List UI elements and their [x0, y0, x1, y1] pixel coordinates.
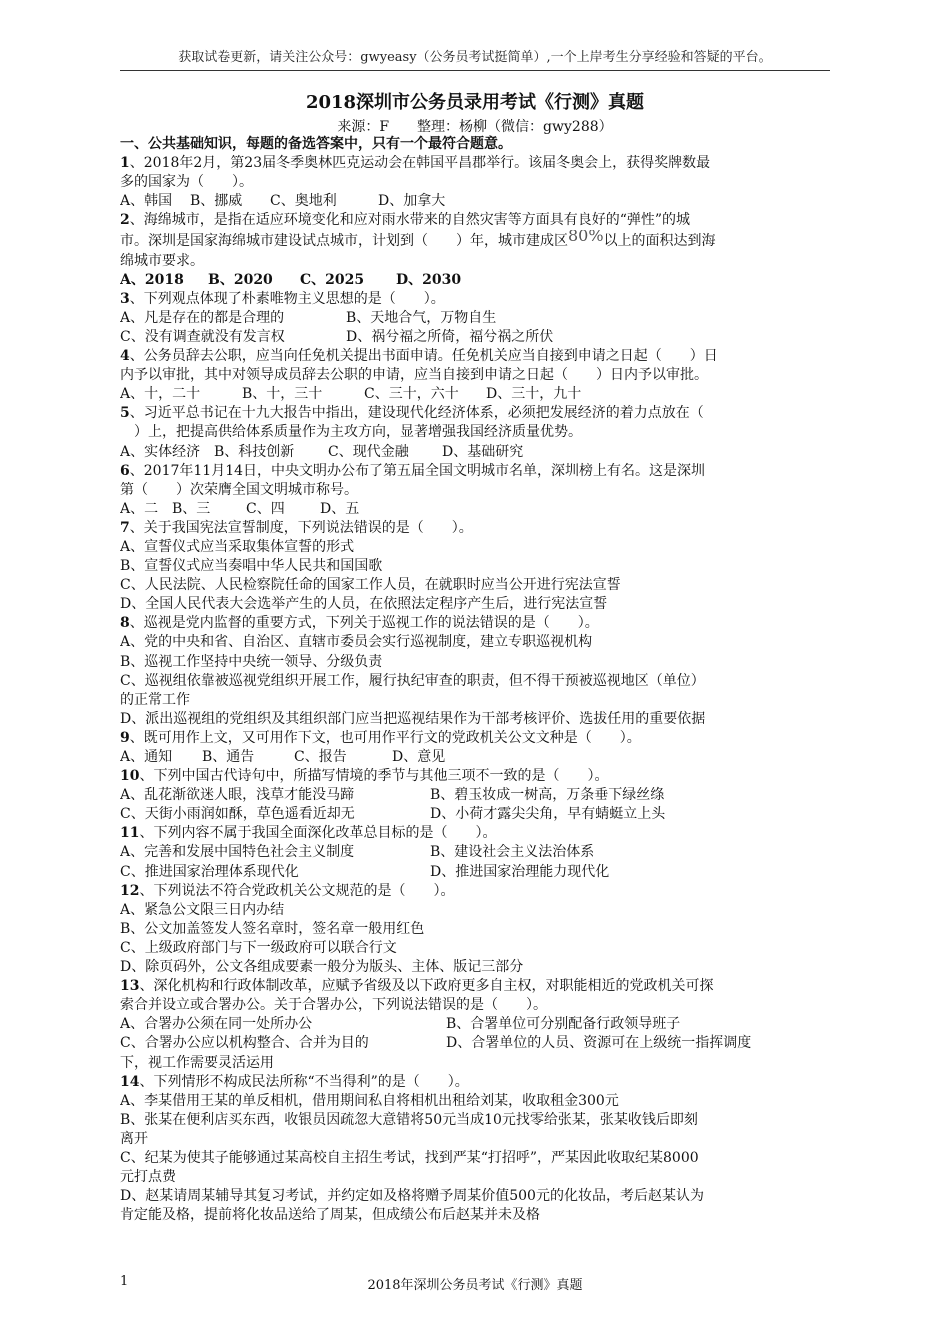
options-row: [120, 309, 828, 328]
option-b: B、公文加盖签发人签名章时，签名章一般用红色: [120, 920, 425, 937]
option-c: C、巡视组依靠被巡视党组织开展工作，履行执纪审查的职责，但不得干预被巡视地区（单位）: [120, 672, 705, 689]
question-text-cont: 多的国家为（ ）。: [120, 174, 253, 191]
option-d: D、除页码外，公文各组成要素一般分为版头、主体、版记三部分: [120, 959, 524, 976]
option-d-cont: 肯定能及格，提前将化妆品送给了周某，但成绩公布后赵某并未及格: [120, 1207, 540, 1224]
option-c: C、人民法院、人民检察院任命的国家工作人员，在就职时应当公开进行宪法宣誓: [120, 577, 621, 594]
option-b: B、十，三十: [242, 386, 323, 403]
option-d: D、合署单位的人员、资源可在上级统一指挥调度: [446, 1035, 752, 1052]
options-row: [120, 385, 828, 404]
question-number: 13: [120, 978, 140, 995]
option-c: C、上级政府部门与下一级政府可以联合行文: [120, 939, 397, 956]
option-a: A、完善和发展中国特色社会主义制度: [120, 844, 355, 861]
option-c: C、推进国家治理体系现代化: [120, 863, 299, 880]
options-row: [120, 1015, 828, 1034]
option-a: A、通知: [120, 749, 173, 765]
option-a: A、凡是存在的都是合理的: [120, 309, 285, 326]
header-divider: [120, 70, 830, 71]
question-text: 、下列中国古代诗句中，所描写情境的季节与其他三项不一致的是（ ）。: [139, 768, 609, 785]
options-row: [120, 328, 828, 347]
options-row: [120, 192, 828, 211]
option-b: B、三: [172, 500, 211, 517]
header-notice: 获取试卷更新，请关注公众号：gwyeasy（公务员考试挺简单）,一个上岸考生分享经验和答疑的平台。: [178, 50, 772, 65]
question-text: 、海绵城市，是指在适应环境变化和应对雨水带来的自然灾害等方面具有良好的“弹性”的城: [129, 212, 691, 229]
options-row: [120, 805, 828, 824]
option-d-cont: 下，视工作需要灵活运用: [120, 1054, 274, 1071]
options-row: [120, 843, 828, 862]
question-text: 、下列情形不构成民法所称“不当得利”的是（ ）。: [139, 1073, 469, 1090]
options-row: [120, 786, 828, 805]
question-list: [120, 135, 828, 1225]
question-number: 5: [120, 405, 130, 422]
options-row: [120, 1034, 828, 1053]
question-text-cont: ）上，把提高供给体系质量作为主攻方向，显著增强我国经济质量优势。: [120, 424, 582, 441]
page-title: 2018深圳市公务员录用考试《行测》真题: [305, 92, 645, 113]
question-number: 9: [120, 729, 130, 746]
option-d: D、意见: [392, 749, 446, 765]
option-c: C、三十，六十: [364, 386, 459, 403]
question-number: 3: [120, 290, 130, 307]
option-b: B、巡视工作坚持中央统一领导、分级负责: [120, 653, 383, 670]
option-b: B、建设社会主义法治体系: [430, 844, 595, 861]
option-d: D、2030: [396, 271, 462, 288]
question-12: [120, 882, 828, 901]
question-2: [120, 211, 828, 230]
option-c: C、没有调查就没有发言权: [120, 328, 285, 345]
question-text-cont: 索合并设立或合署办公。关于合署办公，下列说法错误的是（ ）。: [120, 997, 547, 1014]
option-d: D、小荷才露尖尖角，早有蜻蜓立上头: [430, 806, 666, 823]
option-b: B、碧玉妆成一树高，万条垂下绿丝绦: [430, 787, 665, 804]
option-c: C、纪某为使其子能够通过某高校自主招生考试，找到严某“打招呼”，严某因此收取纪某8000: [120, 1149, 699, 1166]
option-a: A、韩国: [120, 193, 173, 210]
option-a: A、实体经济: [120, 443, 201, 460]
option-a: A、合署办公须在同一处所办公: [120, 1016, 313, 1033]
question-text: 、习近平总书记在十九大报告中指出，建设现代化经济体系，必须把发展经济的着力点放在（: [129, 405, 704, 422]
percent-figure: 80%: [568, 230, 604, 246]
question-number: 7: [120, 519, 130, 536]
option-c: C、天街小雨润如酥，草色遥看近却无: [120, 806, 355, 823]
question-text: 、下列内容不属于我国全面深化改革总目标的是（ ）。: [139, 825, 497, 842]
option-a: A、李某借用王某的单反相机，借用期间私自将相机出租给刘某，收取租金300元: [120, 1092, 619, 1109]
option-d: D、基础研究: [442, 443, 524, 460]
option-a: A、二: [120, 500, 159, 517]
option-b: B、挪威: [190, 193, 243, 210]
option-c: C、四: [246, 500, 285, 517]
option-a: A、2018: [120, 271, 184, 288]
option-a: A、党的中央和省、自治区、直辖市委员会实行巡视制度，建立专职巡视机构: [120, 634, 593, 651]
question-text: 、下列观点体现了朴素唯物主义思想的是（ ）。: [129, 290, 445, 307]
question-number: 1: [120, 155, 130, 172]
question-number: 10: [120, 768, 140, 785]
question-text: 、关于我国宪法宣誓制度，下列说法错误的是（ ）。: [129, 519, 473, 536]
question-8: [120, 614, 828, 633]
option-b: B、科技创新: [214, 443, 295, 460]
option-c-cont: 的正常工作: [120, 691, 190, 708]
section-heading: 一、公共基础知识，每题的备选答案中，只有一个最符合题意。: [120, 136, 512, 152]
option-d: D、三十，九十: [486, 386, 582, 403]
question-10: [120, 767, 828, 786]
question-13: [120, 977, 828, 996]
footer-title: 2018年深圳公务员考试《行测》真题: [367, 1278, 583, 1293]
question-5: [120, 404, 828, 423]
options-row: [120, 500, 828, 519]
option-c: C、奥地利: [270, 193, 337, 210]
option-d: D、五: [320, 500, 360, 517]
option-d: D、派出巡视组的党组织及其组织部门应当把巡视结果作为干部考核评价、选拔任用的重要依据: [120, 710, 706, 727]
source-line: 来源：F 整理：杨柳（微信：gwy288）: [337, 119, 613, 135]
question-text: 、2018年2月，第23届冬季奥林匹克运动会在韩国平昌郡举行。该届冬奥会上，获得奖牌数最: [129, 155, 711, 172]
question-number: 4: [120, 348, 130, 365]
option-c: C、报告: [294, 749, 347, 765]
option-d: D、赵某请周某辅导其复习考试，并约定如及格将赠予周某价值500元的化妆品，考后赵某认为: [120, 1188, 704, 1205]
option-b-cont: 离开: [120, 1130, 148, 1147]
question-14: [120, 1073, 828, 1092]
option-c-cont: 元打点费: [120, 1169, 176, 1186]
option-b: B、天地合气，万物自生: [346, 309, 497, 326]
question-text-part: 以上的面积达到海: [603, 233, 716, 250]
options-row: [120, 443, 828, 462]
question-text: 、公务员辞去公职，应当向任免机关提出书面申请。任免机关应当自接到申请之日起（ ）日: [129, 348, 718, 365]
option-a: A、乱花渐欲迷人眼，浅草才能没马蹄: [120, 787, 355, 804]
question-text: 、巡视是党内监督的重要方式，下列关于巡视工作的说法错误的是（ ）。: [129, 615, 599, 632]
option-b: B、合署单位可分别配备行政领导班子: [446, 1016, 681, 1033]
question-text-cont: 内予以审批，其中对领导成员辞去公职的申请，应当自接到申请之日起（ ）日内予以审批。: [120, 367, 708, 384]
option-c: C、合署办公应以机构整合、合并为目的: [120, 1035, 369, 1052]
question-4: [120, 347, 828, 366]
option-a: A、十，二十: [120, 386, 201, 403]
question-text-part: 市。深圳是国家海绵城市建设试点城市，计划到（ ）年，城市建成区: [120, 233, 568, 250]
question-text-cont: 第（ ）次荣膺全国文明城市称号。: [120, 481, 358, 498]
option-b: B、通告: [202, 749, 255, 765]
option-b: B、2020: [208, 271, 273, 288]
question-7: [120, 519, 828, 538]
question-text: 、下列说法不符合党政机关公文规范的是（ ）。: [139, 882, 455, 899]
question-number: 8: [120, 615, 130, 632]
question-number: 2: [120, 212, 130, 229]
option-c: C、现代金融: [328, 443, 409, 460]
question-text-cont: 绵城市要求。: [120, 252, 204, 269]
question-1: [120, 154, 828, 173]
question-number: 14: [120, 1073, 140, 1090]
question-text: 、既可用作上文，又可用作下文，也可用作平行文的党政机关公文文种是（ ）。: [129, 729, 641, 746]
option-b: B、宣誓仪式应当奏唱中华人民共和国国歌: [120, 558, 383, 575]
options-row: [120, 748, 828, 767]
page-number: 1: [120, 1274, 129, 1289]
option-d: D、祸兮福之所倚，福兮祸之所伏: [346, 328, 554, 345]
option-d: D、加拿大: [378, 193, 446, 210]
question-number: 6: [120, 462, 130, 479]
question-text: 、2017年11月14日，中央文明办公布了第五届全国文明城市名单，深圳榜上有名。这是深圳: [129, 462, 706, 479]
option-a: A、紧急公文限三日内办结: [120, 901, 285, 918]
question-6: [120, 462, 828, 481]
question-9: [120, 729, 828, 748]
option-b: B、张某在便利店买东西，收银员因疏忽大意错将50元当成10元找零给张某，张某收钱后即刻: [120, 1111, 698, 1128]
question-3: [120, 290, 828, 309]
option-c: C、2025: [300, 271, 365, 288]
option-d: D、全国人民代表大会选举产生的人员，在依照法定程序产生后，进行宪法宣誓: [120, 596, 608, 613]
option-d: D、推进国家治理能力现代化: [430, 863, 610, 880]
question-number: 12: [120, 882, 140, 899]
option-a: A、宣誓仪式应当采取集体宣誓的形式: [120, 538, 355, 555]
options-row: [120, 271, 828, 290]
question-11: [120, 824, 828, 843]
options-row: [120, 863, 828, 882]
question-text-cont: [120, 230, 828, 251]
question-number: 11: [120, 825, 140, 842]
question-text: 、深化机构和行政体制改革，应赋予省级及以下政府更多自主权，对职能相近的党政机关可探: [139, 978, 714, 995]
